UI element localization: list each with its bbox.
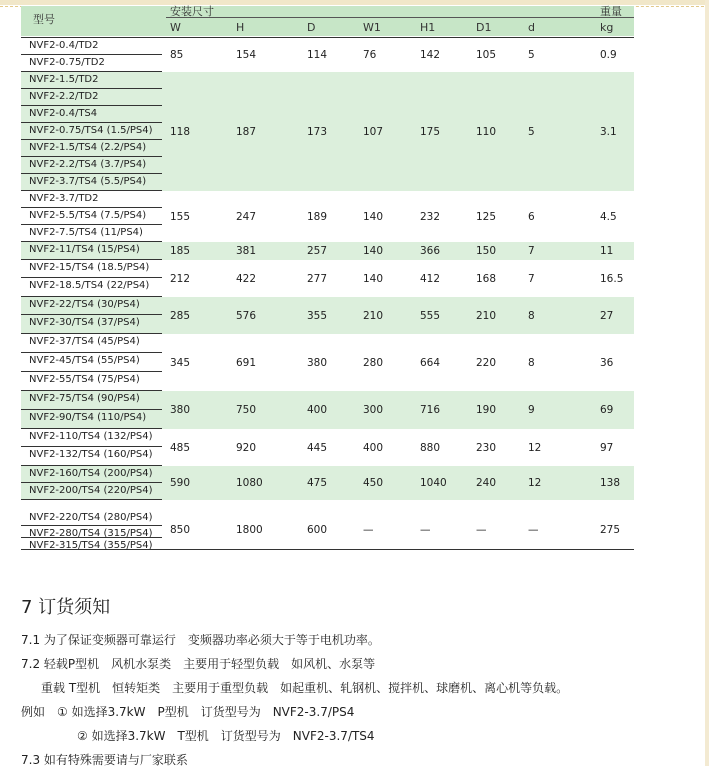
dimension-cell: 138: [600, 477, 621, 489]
group-divider: [21, 190, 162, 191]
dimension-cell: 155: [170, 210, 191, 223]
model-name: NVF2-1.5/TD2: [29, 74, 99, 85]
dimension-cell: 8: [528, 309, 535, 322]
dimension-cell: 110: [476, 125, 497, 138]
table-top-rule: [21, 37, 634, 38]
header-col-d1: D1: [476, 21, 492, 34]
dimension-cell: 140: [363, 272, 384, 285]
dimension-cell: 232: [420, 210, 441, 223]
model-name: NVF2-160/TS4 (200/PS4): [29, 468, 153, 479]
dimension-cell: —: [420, 524, 431, 536]
dimension-cell: 247: [236, 210, 257, 223]
dimension-cell: 76: [363, 49, 377, 61]
dimension-cell: 280: [363, 356, 384, 369]
dimension-cell: 36: [600, 356, 614, 369]
dimension-cell: 210: [476, 309, 497, 322]
dimension-cell: 422: [236, 272, 257, 285]
header-col-h1: H1: [420, 21, 436, 34]
dimension-cell: 1080: [236, 477, 263, 489]
model-divider: [21, 482, 162, 483]
dimension-cell: 114: [307, 49, 328, 61]
dimension-cell: 400: [363, 441, 384, 454]
section-title: 7 订货须知: [21, 597, 111, 618]
model-divider: [21, 207, 162, 208]
table-header-row-2: [21, 19, 634, 36]
dimension-cell: 27: [600, 309, 614, 322]
dimension-cell: —: [476, 524, 487, 536]
dimension-cell: 475: [307, 477, 328, 489]
model-divider: [21, 173, 162, 174]
dimension-cell: —: [363, 524, 374, 536]
header-col-w: W: [170, 21, 181, 34]
model-name: NVF2-220/TS4 (280/PS4): [29, 512, 153, 523]
dimension-cell: 97: [600, 441, 614, 454]
group-divider: [21, 428, 162, 429]
dimension-cell: 85: [170, 49, 184, 61]
dimension-cell: 12: [528, 477, 542, 489]
dimension-cell: 576: [236, 309, 257, 322]
dimension-cell: 9: [528, 404, 535, 416]
dimension-cell: 125: [476, 210, 497, 223]
model-name: NVF2-2.2/TS4 (3.7/PS4): [29, 159, 147, 170]
dimension-cell: 230: [476, 441, 497, 454]
dimension-cell: 0.9: [600, 49, 617, 61]
group-divider: [21, 333, 162, 334]
dimension-cell: 5: [528, 125, 535, 138]
group-divider: [21, 259, 162, 260]
dimension-cell: 600: [307, 524, 328, 536]
model-name: NVF2-3.7/TS4 (5.5/PS4): [29, 176, 147, 187]
dimension-cell: 1800: [236, 524, 263, 536]
dimension-cell: 850: [170, 524, 191, 536]
header-weight-unit: kg: [600, 21, 614, 34]
dimension-cell: 380: [307, 356, 328, 369]
dimension-cell: 105: [476, 49, 497, 61]
dimension-cell: 485: [170, 441, 191, 454]
model-divider: [21, 105, 162, 106]
model-name: NVF2-200/TS4 (220/PS4): [29, 485, 153, 496]
dimension-cell: 142: [420, 49, 441, 61]
header-model: 型号: [33, 13, 55, 26]
dimension-cell: 275: [600, 524, 621, 536]
page-right-edge: [705, 0, 709, 766]
model-name: NVF2-22/TS4 (30/PS4): [29, 299, 140, 310]
dimension-cell: 220: [476, 356, 497, 369]
dimension-cell: 555: [420, 309, 441, 322]
dimension-cell: 16.5: [600, 272, 624, 285]
model-name: NVF2-0.4/TS4: [29, 108, 98, 119]
dimension-cell: 154: [236, 49, 257, 61]
dimension-cell: 880: [420, 441, 441, 454]
order-example-1: 例如 ① 如选择3.7kW P型机 订货型号为 NVF2-3.7/PS4: [21, 705, 355, 719]
model-divider: [21, 537, 162, 538]
group-divider: [21, 549, 634, 550]
dimension-cell: 210: [363, 309, 384, 322]
dimension-cell: 140: [363, 210, 384, 223]
model-name: NVF2-1.5/TS4 (2.2/PS4): [29, 142, 147, 153]
model-divider: [21, 409, 162, 410]
model-name: NVF2-5.5/TS4 (7.5/PS4): [29, 210, 147, 221]
header-divider: [166, 17, 634, 18]
dimension-cell: 412: [420, 272, 441, 285]
model-name: NVF2-15/TS4 (18.5/PS4): [29, 262, 150, 273]
dimension-cell: 664: [420, 356, 441, 369]
model-name: NVF2-7.5/TS4 (11/PS4): [29, 227, 143, 238]
model-name: NVF2-132/TS4 (160/PS4): [29, 449, 153, 460]
dimension-cell: 450: [363, 477, 384, 489]
dimension-cell: 5: [528, 49, 535, 61]
dimension-cell: 187: [236, 125, 257, 138]
header-col-w1: W1: [363, 21, 381, 34]
model-name: NVF2-110/TS4 (132/PS4): [29, 431, 153, 442]
order-note-7-1: 7.1 为了保证变频器可靠运行 变频器功率必须大于等于电机功率。: [21, 633, 380, 647]
dimension-cell: 107: [363, 125, 384, 138]
dimension-cell: 7: [528, 245, 535, 257]
dimension-cell: 716: [420, 404, 441, 416]
model-divider: [21, 352, 162, 353]
model-divider: [21, 88, 162, 89]
model-name: NVF2-75/TS4 (90/PS4): [29, 393, 140, 404]
model-name: NVF2-37/TS4 (45/PS4): [29, 336, 140, 347]
order-note-7-2: 7.2 轻载P型机 风机水泵类 主要用于轻型负载 如风机、水泵等: [21, 657, 376, 671]
dimension-cell: 7: [528, 272, 535, 285]
dimension-cell: 185: [170, 245, 191, 257]
model-divider: [21, 224, 162, 225]
dimension-cell: 173: [307, 125, 328, 138]
dimension-cell: 257: [307, 245, 328, 257]
header-mount-size: 安装尺寸: [170, 5, 214, 18]
group-divider: [21, 499, 162, 500]
model-name: NVF2-2.2/TD2: [29, 91, 99, 102]
dimension-cell: 400: [307, 404, 328, 416]
model-name: NVF2-11/TS4 (15/PS4): [29, 244, 140, 255]
dimension-cell: 140: [363, 245, 384, 257]
dimension-cell: 590: [170, 477, 191, 489]
dimension-cell: 189: [307, 210, 328, 223]
model-divider: [21, 371, 162, 372]
dimension-cell: 190: [476, 404, 497, 416]
dimension-cell: 285: [170, 309, 191, 322]
header-col-d-small: d: [528, 21, 535, 34]
dimension-cell: 11: [600, 245, 614, 257]
model-divider: [21, 156, 162, 157]
dimension-cell: 69: [600, 404, 614, 416]
dimension-cell: 345: [170, 356, 191, 369]
model-name: NVF2-315/TS4 (355/PS4): [29, 540, 153, 551]
model-name: NVF2-0.4/TD2: [29, 40, 99, 51]
dimension-cell: 118: [170, 125, 191, 138]
dimension-cell: 445: [307, 441, 328, 454]
header-col-d: D: [307, 21, 316, 34]
dimension-cell: 300: [363, 404, 384, 416]
model-divider: [21, 54, 162, 55]
dimension-cell: 750: [236, 404, 257, 416]
model-name: NVF2-0.75/TD2: [29, 57, 105, 68]
dimension-cell: 8: [528, 356, 535, 369]
dimension-cell: 168: [476, 272, 497, 285]
model-name: NVF2-3.7/TD2: [29, 193, 99, 204]
dimension-cell: 920: [236, 441, 257, 454]
header-weight: 重量: [600, 5, 622, 18]
dimension-cell: 691: [236, 356, 257, 369]
dimension-cell: 355: [307, 309, 328, 322]
dimension-cell: 12: [528, 441, 542, 454]
dimension-cell: 366: [420, 245, 441, 257]
model-divider: [21, 277, 162, 278]
model-name: NVF2-280/TS4 (315/PS4): [29, 528, 153, 539]
dimension-cell: 277: [307, 272, 328, 285]
dimension-cell: 380: [170, 404, 191, 416]
order-note-heavy-load: 重载 T型机 恒转矩类 主要用于重型负载 如起重机、轧钢机、搅拌机、球磨机、离心机等负载。: [41, 681, 569, 695]
order-example-2: ② 如选择3.7kW T型机 订货型号为 NVF2-3.7/TS4: [77, 729, 375, 743]
dimension-cell: 240: [476, 477, 497, 489]
model-name: NVF2-90/TS4 (110/PS4): [29, 412, 147, 423]
header-col-h: H: [236, 21, 245, 34]
dimension-cell: 6: [528, 210, 535, 223]
order-note-7-3: 7.3 如有特殊需要请与厂家联系: [21, 753, 188, 767]
model-divider: [21, 525, 162, 526]
dimension-cell: 1040: [420, 477, 447, 489]
dimension-cell: 175: [420, 125, 441, 138]
dimension-cell: —: [528, 524, 539, 536]
dimension-cell: 381: [236, 245, 257, 257]
model-name: NVF2-0.75/TS4 (1.5/PS4): [29, 125, 153, 136]
model-divider: [21, 139, 162, 140]
dimension-cell: 4.5: [600, 210, 617, 223]
model-name: NVF2-30/TS4 (37/PS4): [29, 317, 140, 328]
model-name: NVF2-55/TS4 (75/PS4): [29, 374, 140, 385]
model-divider: [21, 314, 162, 315]
dimension-cell: 3.1: [600, 125, 617, 138]
dimension-cell: 212: [170, 272, 191, 285]
model-divider: [21, 446, 162, 447]
model-name: NVF2-18.5/TS4 (22/PS4): [29, 280, 150, 291]
model-divider: [21, 122, 162, 123]
model-name: NVF2-45/TS4 (55/PS4): [29, 355, 140, 366]
dimension-cell: 150: [476, 245, 497, 257]
